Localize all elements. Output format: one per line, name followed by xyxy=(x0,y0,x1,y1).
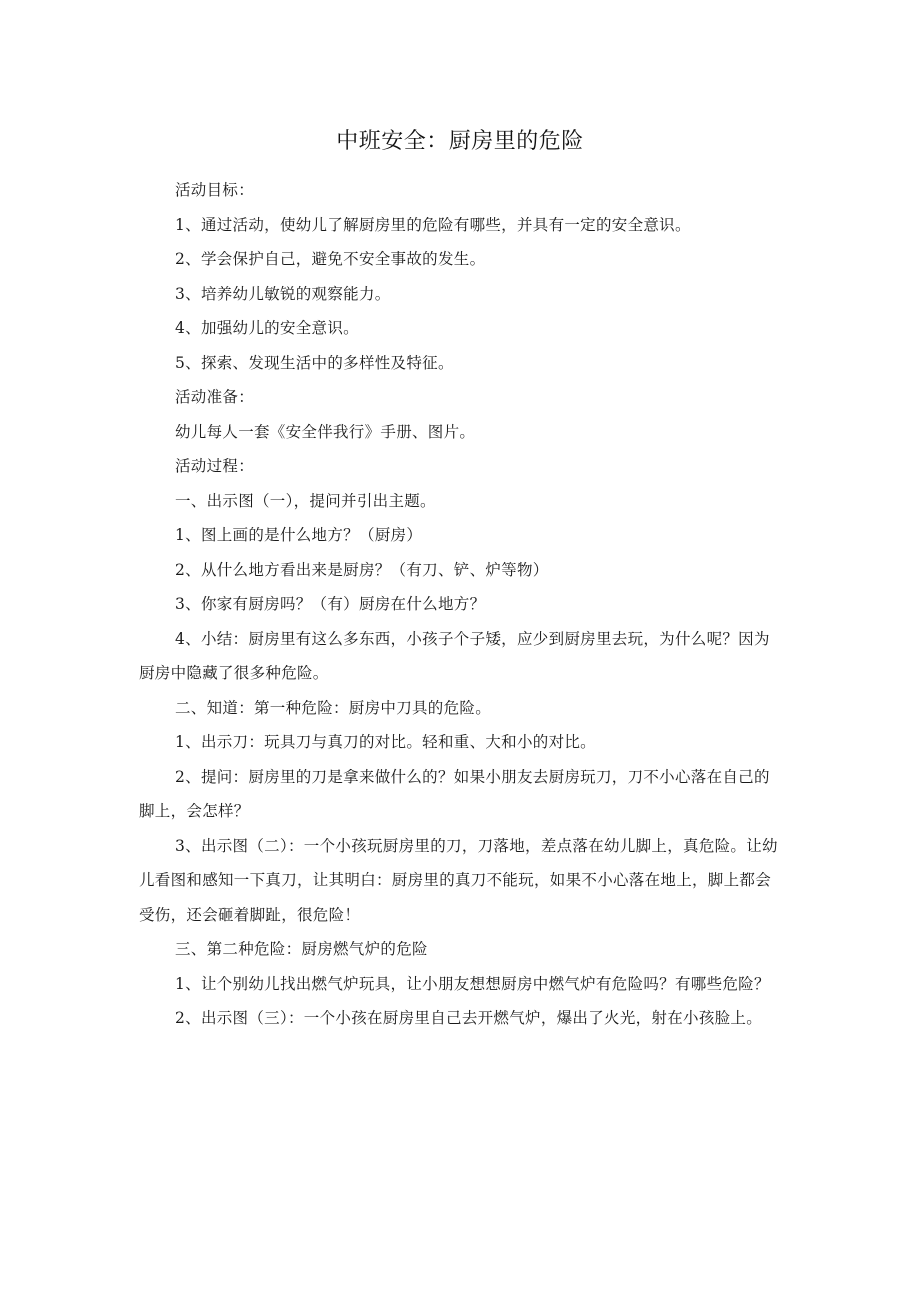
process-step-heading: 三、第二种危险：厨房燃气炉的危险 xyxy=(175,940,428,958)
process-item: 3、你家有厨房吗？（有）厨房在什么地方？ xyxy=(175,595,486,613)
process-item: 1、让个别幼儿找出燃气炉玩具，让小朋友想想厨房中燃气炉有危险吗？有哪些危险？ xyxy=(175,974,770,993)
page-title: 中班安全：厨房里的危险 xyxy=(336,129,584,154)
process-step-heading: 二、知道：第一种危险：厨房中刀具的危险。 xyxy=(175,698,492,717)
process-item: 1、出示刀：玩具刀与真刀的对比。轻和重、大和小的对比。 xyxy=(175,733,596,751)
process-item: 3、出示图（二）：一个小孩玩厨房里的刀，刀落地，差点落在幼儿脚上，真危险。让幼儿看图和感知一下真刀，让其明白：厨房里的真刀不能玩，如果不小心落在地上，脚上都会受伤，还会砸着脚趾，很危险！ xyxy=(139,836,778,924)
document-body xyxy=(139,173,781,1036)
section-heading-objectives: 活动目标： xyxy=(175,181,255,199)
process-item: 2、提问：厨房里的刀是拿来做什么的？如果小朋友去厨房玩刀，刀不小心落在自己的脚上，会怎样？ xyxy=(139,767,770,820)
objective-item: 3、培养幼儿敏锐的观察能力。 xyxy=(175,284,391,303)
section-heading-process: 活动过程： xyxy=(175,457,255,475)
preparation-text: 幼儿每人一套《安全伴我行》手册、图片。 xyxy=(175,422,476,441)
objective-item: 1、通过活动，使幼儿了解厨房里的危险有哪些，并具有一定的安全意识。 xyxy=(175,215,691,234)
objective-item: 5、探索、发现生活中的多样性及特征。 xyxy=(175,353,454,372)
process-step-heading: 一、出示图（一），提问并引出主题。 xyxy=(175,491,436,510)
section-heading-preparation: 活动准备： xyxy=(175,388,255,406)
process-item: 2、出示图（三）：一个小孩在厨房里自己去开燃气炉，爆出了火光，射在小孩脸上。 xyxy=(175,1009,763,1027)
process-item: 1、图上画的是什么地方？（厨房） xyxy=(175,526,423,544)
objective-item: 2、学会保护自己，避免不安全事故的发生。 xyxy=(175,250,486,268)
objective-item: 4、加强幼儿的安全意识。 xyxy=(175,319,359,337)
process-item: 2、从什么地方看出来是厨房？（有刀、铲、炉等物） xyxy=(175,560,549,579)
process-item: 4、小结：厨房里有这么多东西，小孩子个子矮，应少到厨房里去玩，为什么呢？因为厨房中隐藏了很多种危险。 xyxy=(139,629,770,682)
